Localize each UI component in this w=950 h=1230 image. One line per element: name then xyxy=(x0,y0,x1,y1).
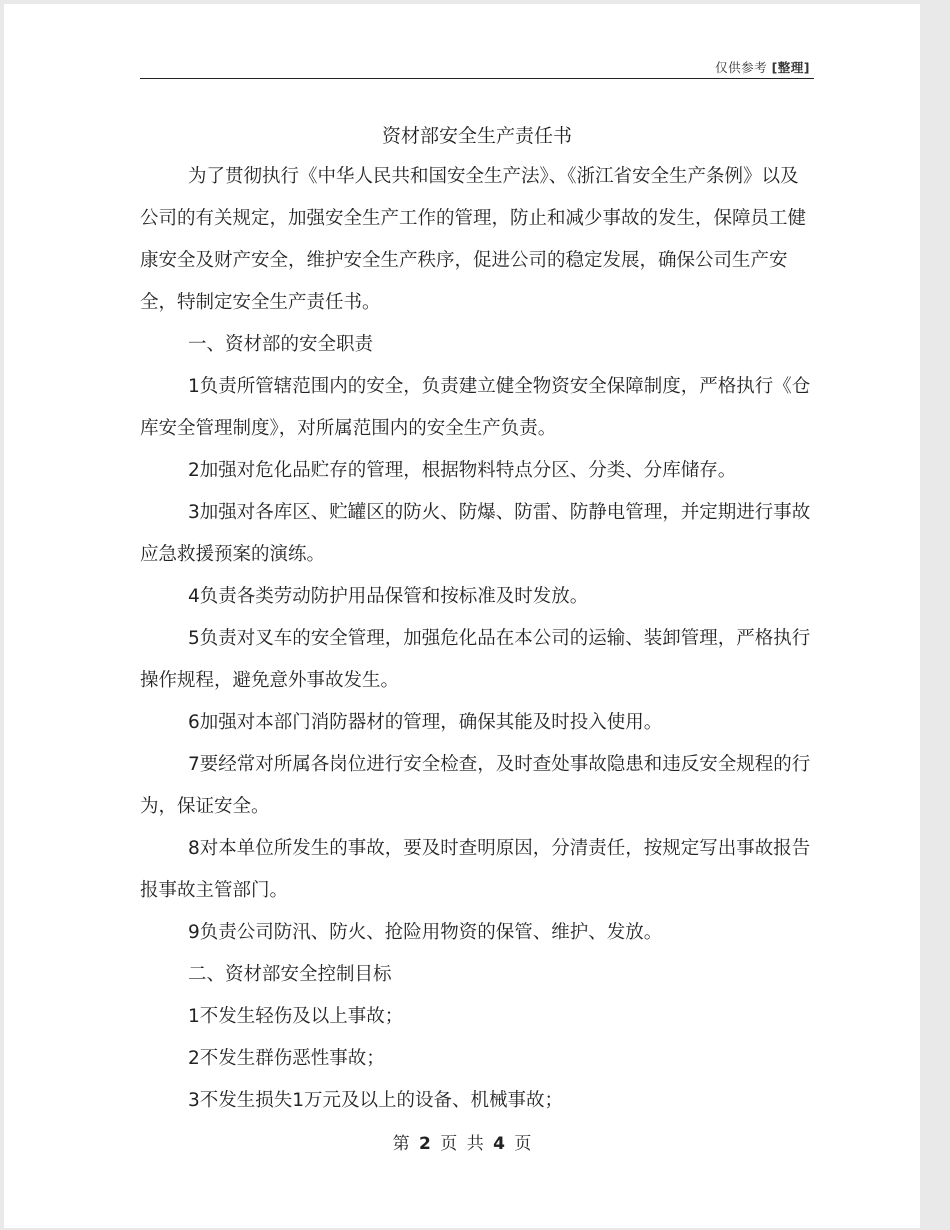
target-item-3: 3不发生损失1万元及以上的设备、机械事故； xyxy=(188,1090,564,1111)
duty-item-3: 3加强对各库区、贮罐区的防火、防爆、防雷、防静电管理，并定期进行事故应急救援预案的演练。 xyxy=(140,502,811,565)
section-heading-duties: 一、资材部的安全职责 xyxy=(188,334,374,355)
footer-suffix: 页 xyxy=(514,1134,532,1154)
duty-item-9: 9负责公司防汛、防火、抢险用物资的保管、维护、发放。 xyxy=(188,922,663,943)
header-note-text: 仅供参考 xyxy=(715,60,768,75)
duty-item-6: 6加强对本部门消防器材的管理，确保其能及时投入使用。 xyxy=(188,712,663,733)
footer-total-pages: 4 xyxy=(493,1134,505,1154)
duty-item-7: 7要经常对所属各岗位进行安全检查，及时查处事故隐患和违反安全规程的行为，保证安全。 xyxy=(140,754,811,817)
footer-middle: 页 共 xyxy=(440,1134,484,1154)
page-footer xyxy=(4,1129,920,1154)
footer-current-page: 2 xyxy=(419,1134,431,1154)
duty-item-5: 5负责对叉车的安全管理，加强危化品在本公司的运输、装卸管理，严格执行操作规程，避免意外事故发生。 xyxy=(140,628,811,691)
header-tag: [整理] xyxy=(771,60,810,75)
target-item-2: 2不发生群伤恶性事故； xyxy=(188,1048,385,1069)
duty-item-2: 2加强对危化品贮存的管理，根据物料特点分区、分类、分库储存。 xyxy=(188,460,737,481)
target-item-1: 1不发生轻伤及以上事故； xyxy=(188,1006,404,1027)
duty-item-1: 1负责所管辖范围内的安全，负责建立健全物资安全保障制度，严格执行《仓库安全管理制度》，对所属范围内的安全生产负责。 xyxy=(140,376,811,439)
document-page xyxy=(4,4,920,1228)
document-body xyxy=(140,156,814,1122)
header-rule xyxy=(140,78,814,79)
duty-item-4: 4负责各类劳动防护用品保管和按标准及时发放。 xyxy=(188,586,589,607)
paragraph-intro: 为了贯彻执行《中华人民共和国安全生产法》、《浙江省安全生产条例》以及公司的有关规定，加强安全生产工作的管理，防止和减少事故的发生，保障员工健康安全及财产安全，维护安全生产秩序，促进公司的稳定发展，确保公司生产安全，特制定安全生产责任书。 xyxy=(140,166,807,313)
header-note xyxy=(715,58,810,76)
duty-item-8: 8对本单位所发生的事故，要及时查明原因，分清责任，按规定写出事故报告报事故主管部门。 xyxy=(140,838,811,901)
footer-prefix: 第 xyxy=(392,1134,410,1154)
document-title: 资材部安全生产责任书 xyxy=(381,125,572,147)
section-heading-targets: 二、资材部安全控制目标 xyxy=(188,964,392,985)
